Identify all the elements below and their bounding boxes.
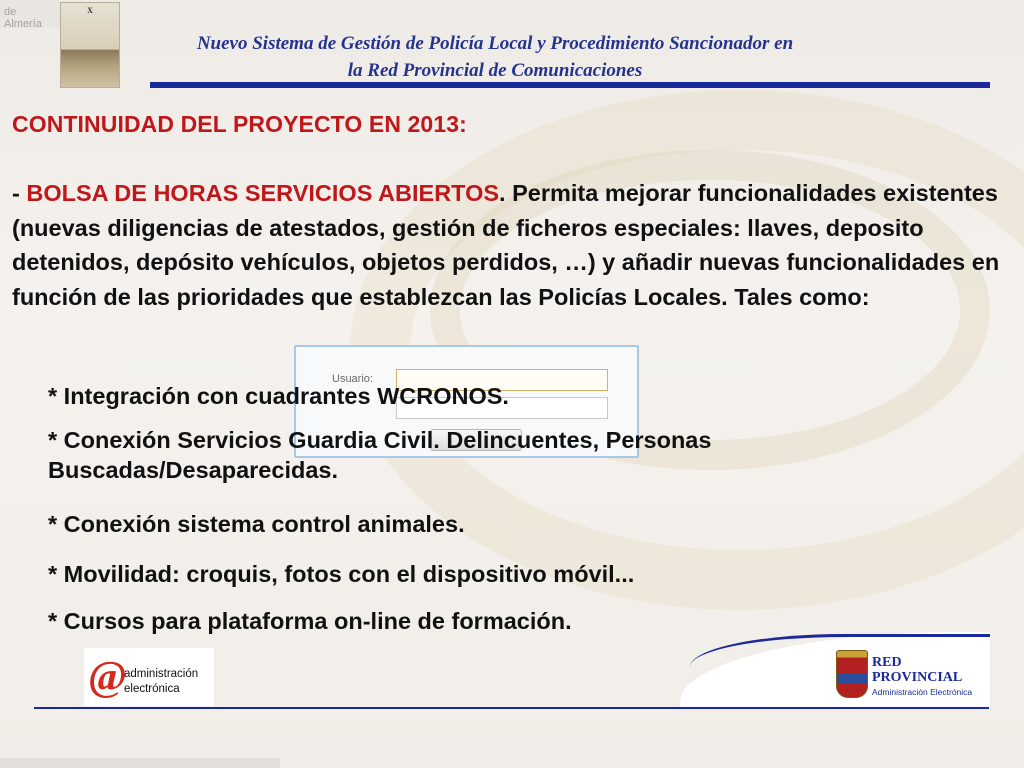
bullet-item: * Movilidad: croquis, fotos con el dispositivo móvil... xyxy=(48,561,635,587)
header-line-2: la Red Provincial de Comunicaciones xyxy=(347,60,643,81)
book-mark: X xyxy=(87,6,93,15)
logo-admin-line2: electrónica xyxy=(124,683,180,695)
paragraph-body: . Permita mejorar funcionalidades existentes (nuevas diligencias de atestados, gestión de ficheros especiales: llaves, deposito detenidos, depósito vehículos, objetos perdidos, …) y añadir nuevas funcionalidades en función de las prioridades que establezcan las Policías Locales. Tales como: xyxy=(12,180,1000,310)
slide-header xyxy=(150,30,840,84)
red-provincial-logo xyxy=(836,650,988,702)
logo-red-line2: PROVINCIAL xyxy=(872,670,963,685)
bullet-item: * Cursos para plataforma on-line de formación. xyxy=(48,608,572,634)
coat-of-arms-icon xyxy=(836,650,868,698)
bullet-item: * Conexión sistema control animales. xyxy=(48,511,465,537)
bottom-bar xyxy=(0,758,280,768)
paragraph-highlight: BOLSA DE HORAS SERVICIOS ABIERTOS xyxy=(26,180,500,206)
login-user-label: Usuario: xyxy=(332,373,373,385)
logo-red-line1: RED xyxy=(872,655,902,670)
main-paragraph xyxy=(12,176,1012,314)
paragraph-dash: - xyxy=(12,180,27,206)
book-cover-image xyxy=(60,2,120,88)
header-divider xyxy=(150,82,990,88)
section-title: CONTINUIDAD DEL PROYECTO EN 2013: xyxy=(12,111,467,137)
bullet-item: * Integración con cuadrantes WCRONOS. xyxy=(48,383,509,409)
at-symbol-icon: @ xyxy=(88,654,128,700)
logo-admin-line1: administración xyxy=(124,668,199,680)
footer-divider xyxy=(34,707,989,709)
header-line-1: Nuevo Sistema de Gestión de Policía Local y Procedimiento Sancionador en xyxy=(196,33,794,54)
corner-label: de Almería xyxy=(0,0,60,28)
logo-red-line3: Administración Electrónica xyxy=(872,687,973,697)
administracion-electronica-logo xyxy=(84,648,214,706)
bullet-item: * Conexión Servicios Guardia Civil. Delincuentes, Personas Buscadas/Desaparecidas. xyxy=(48,427,712,483)
